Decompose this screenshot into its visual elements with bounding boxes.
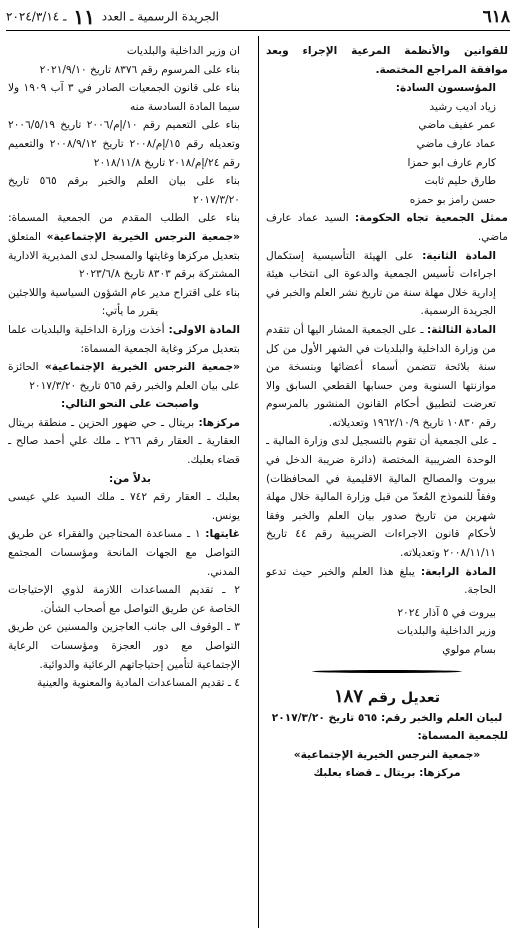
issue-date: ـ ٢٠٢٤/٣/١٤: [6, 9, 67, 24]
instead-heading: بدلاً من:: [108, 472, 151, 485]
hq-text: بريتال ـ حي ضهور الحزين ـ منطقة بريتال العقارية ـ العقار رقم ٢٦٦ ـ ملك علي أحمد صالح ـ قضاء بعلبك.: [8, 416, 240, 467]
right-column: [266, 42, 508, 934]
goal-4: ٤ ـ تقديم المساعدات المادية والمعنوية والعينية: [36, 677, 240, 690]
article-1: [8, 321, 252, 358]
association-name: «جمعية النرجس الخيرية الإجتماعية»: [46, 230, 240, 243]
founders-label: المؤسسون السادة:: [395, 82, 496, 95]
amendment-assoc-name: «جمعية النرجس الخيرية الإجتماعية»: [293, 748, 481, 761]
article-2-text: على الهيئة التأسيسية إستكمال اجراءات تأسيس الجمعية والدعوة الى انتخاب هيئة إدارية خلال مهلة سنة من تاريخ نشر العلم والخبر في الجريدة الرسمية.: [266, 249, 496, 318]
signature-block: [266, 604, 508, 660]
preamble-statement: بناء على بيان العلم والخبر برقم ٥٦٥ تاريخ ٢٠١٧/٣/٢٠: [8, 175, 240, 206]
article-3-tax: ـ على الجمعية أن تقوم بالتسجيل لدى وزارة المالية ـ الوحدة الضريبية المختصة (دائرة ضريبة الدخل في بيروت والمصالح المالية الاقليمية في المحافظات) وفقاً للنموذج المُعدّ من قبل وزارة المالية خلال مهلة شهرين من تاريخ صدور بيان العلم والخبر وفقا لأحكام قانون الاجراءات الضريبية رقم ٤٤ تاريخ ٢٠٠٨/١١/١١ وتعديلاته.: [266, 435, 497, 560]
issue-number: ١١: [73, 5, 95, 29]
gazette-title: الجريدة الرسمية ـ العدد: [101, 9, 220, 24]
page-number: ٦١٨: [482, 7, 510, 27]
goal-2: ٢ ـ تقديم المساعدات اللازمة لذوي الإحتياجات الخاصة عن طريق التواصل مع أصحاب الشأن.: [8, 584, 240, 615]
request-intro: بناء على الطلب المقدم من الجمعية المسماة:: [8, 212, 240, 225]
minister-title: وزير الداخلية والبلديات: [396, 625, 496, 638]
preamble-proposal: بناء على اقتراح مدير عام الشؤون السياسية واللاجئين: [8, 286, 240, 299]
amendment-title: [266, 686, 508, 709]
article-1-cont: [8, 358, 252, 395]
founder-name: طارق حليم ثابت: [424, 175, 496, 188]
founder-name: عماد عارف ماضي: [416, 137, 496, 150]
amendment-hq: مركزها: بريتال ـ قضاء بعلبك: [313, 767, 461, 780]
old-headquarters: بعلبك ـ العقار رقم ٧٤٢ ـ ملك السيد علي عيسى يونس.: [8, 491, 240, 522]
article-2: [266, 247, 508, 321]
gov-rep-text: السيد عماد عارف ماضي.: [266, 212, 508, 243]
running-head: [6, 5, 219, 29]
article-4: [266, 563, 508, 600]
article-1-association: «جمعية النرجس الخيرية الإجتماعية»: [44, 361, 240, 374]
article-3-label: المادة الثالثة:: [426, 323, 496, 336]
became-heading: واصبحت على النحو التالي:: [60, 398, 200, 411]
preamble-decree: بناء على المرسوم رقم ٨٣٧٦ تاريخ ٢٠٢١/٩/١٠: [39, 63, 240, 76]
article-4-label: المادة الرابعة:: [420, 565, 496, 578]
preamble-law: بناء على قانون الجمعيات الصادر في ٣ آب ١٩٠٩ ولا سيما المادة السادسة منه: [8, 82, 241, 113]
amendment-number: ١٨٧: [334, 685, 364, 707]
minister-name: بسام مولوي: [442, 644, 496, 656]
founders-list: [266, 98, 508, 210]
goal-3: ٣ ـ الوقوف الى جانب العاجزين والمسنين عن طريق التواصل مع دور العجزة ومؤسسات الرعاية الإجتماعية لتأمين إحتياجاتهم الرعائية والدوائية.: [8, 621, 240, 671]
column-divider: [258, 36, 259, 928]
article-1-text: أخذت وزارة الداخلية والبلديات علما بتعديل مركز وغاية الجمعية المسماة:: [8, 323, 240, 355]
article-2-label: المادة الثانية:: [422, 249, 496, 262]
founder-name: زياد اديب رشيد: [429, 100, 496, 113]
article-1-label: المادة الاولى:: [168, 323, 241, 336]
left-column: [8, 42, 252, 934]
goals-label: غايتها:: [205, 528, 240, 541]
ornament-divider: [266, 664, 508, 680]
amendment-word: تعديل رقم: [367, 689, 440, 706]
goal-1: ١ ـ مساعدة المحتاجين والفقراء عن طريق التواصل مع الجهات المانحة ومؤسسات المجتمع المدني.: [8, 528, 240, 578]
government-representative: [266, 209, 508, 246]
article-1-text-2: الحائزة على بيان العلم والخبر رقم ٥٦٥ تاريخ ٢٠١٧/٣/٢٠: [8, 361, 240, 392]
founder-name: كارم عارف ابو حمزا: [407, 156, 496, 169]
amendment-assoc-label: للجمعية المسماة:: [417, 730, 508, 743]
new-headquarters: [8, 414, 252, 470]
page-header: [6, 4, 510, 31]
decision-heading: يقرر ما يأتي:: [101, 305, 159, 318]
preamble-circular: بناء على التعميم رقم ١٠/إم/٢٠٠٦ تاريخ ٢٠٠٦/٥/١٩ وتعديله رقم ١٥/إم/٢٠٠٨ تاريخ ٢٠٠٨/٩/١٢ والتعميم رقم ٢٤/إم/٢٠١٨ تاريخ ٢٠١٨/١١/٨: [8, 119, 240, 169]
founder-name: حسن رامز بو حمزه: [409, 193, 496, 206]
article-3-text: ـ على الجمعية المشار اليها أن تتقدم من وزارة الداخلية والبلديات في الشهر الأول من كل سنة بلائحة تتضمن أسماء أعضائها وبنسخة من موازنتها السنوية ومن حسابها القطعي السابق والا تعرضت لتطبيق أحكام القانون المنشور بالمرسوم رقم ١٠٨٣٠ تاريخ ١٩٦٢/١٠/٩ وتعديلاته.: [266, 323, 496, 429]
place-date: بيروت في ٥ آذار ٢٠٢٤: [397, 606, 496, 619]
approval-paragraph: للقوانين والأنظمة المرعية الإجراء وبعد موافقة المراجع المختصة.: [266, 45, 508, 76]
founder-name: عمر عفيف ماضي: [418, 119, 496, 132]
hq-label: مركزها:: [198, 416, 240, 429]
preamble-minister: ان وزير الداخلية والبلديات: [126, 45, 240, 57]
request-details: المتعلق بتعديل مركزها وغايتها والمسجل لدى المديرية الادارية المشتركة برقم ٨٣٠٣ تاريخ ٢٠٢٣/٦/٨: [8, 230, 240, 281]
preamble-request: [8, 209, 252, 283]
article-4-text: يبلغ هذا العلم والخبر حيث تدعو الحاجة.: [266, 565, 496, 597]
article-3: [266, 321, 508, 433]
goals: [8, 525, 252, 581]
amendment-reference: لبيان العلم والخبر رقم: ٥٦٥ تاريخ ٢٠١٧/٣/٢٠: [271, 711, 503, 724]
gov-rep-label: ممثل الجمعية تجاه الحكومة:: [354, 212, 508, 225]
